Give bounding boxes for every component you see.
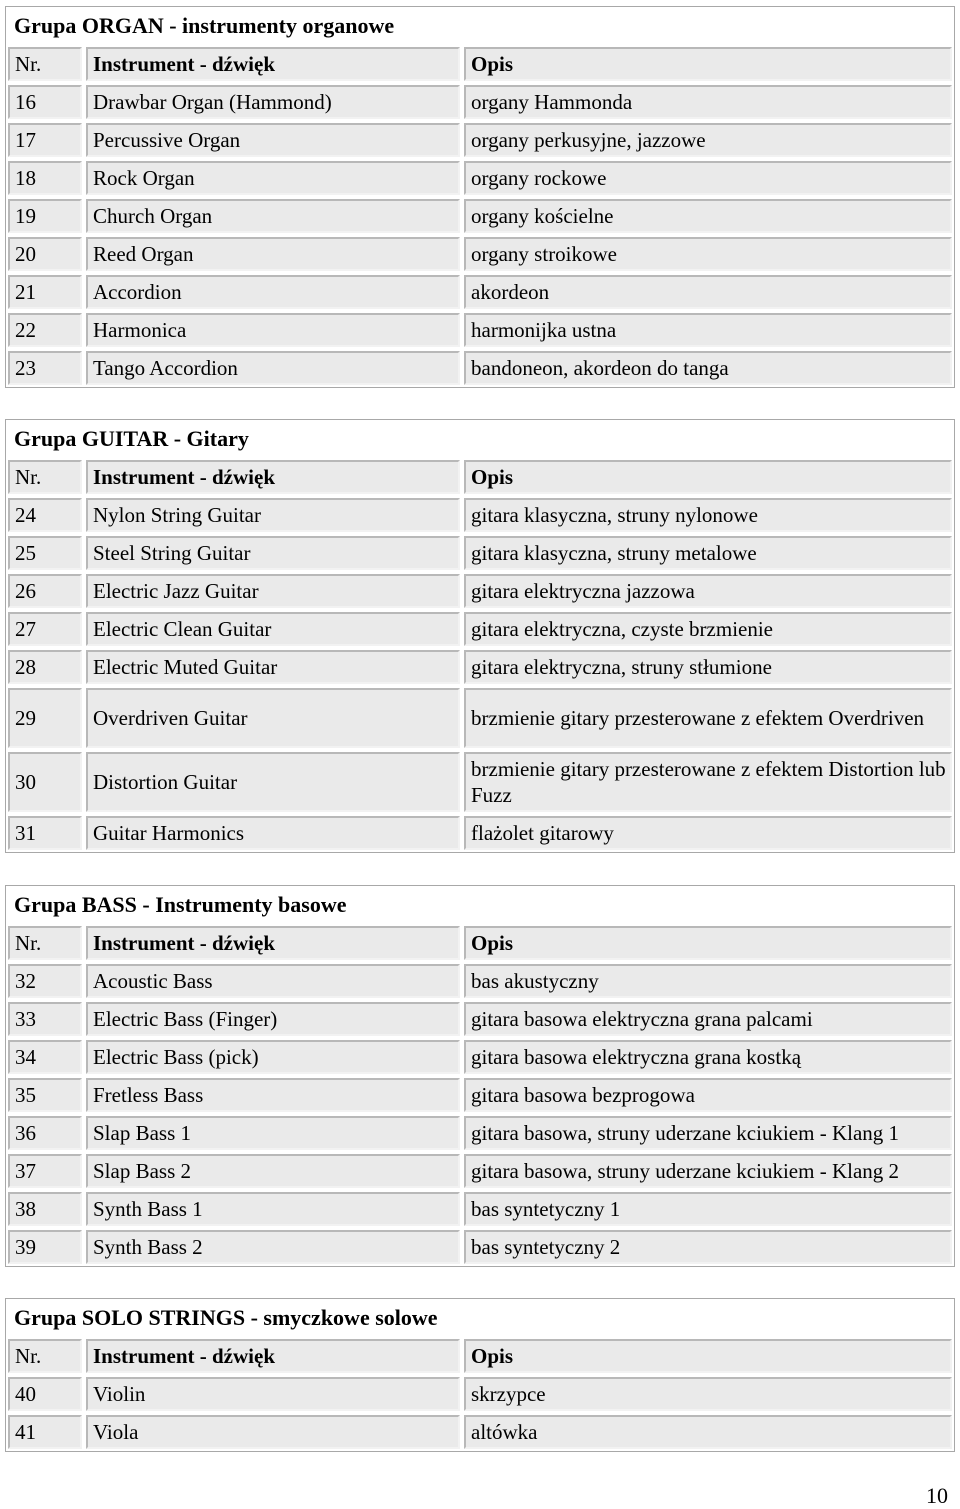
- group-bass-table: [5, 885, 955, 1267]
- table-row: [6, 648, 954, 686]
- cell-instrument: Synth Bass 2: [86, 1230, 460, 1264]
- header-nr: Nr.: [8, 926, 82, 960]
- cell-opis: harmonijka ustna: [464, 313, 952, 347]
- cell-nr: 24: [8, 498, 82, 532]
- cell-instrument: Percussive Organ: [86, 123, 460, 157]
- cell-opis: akordeon: [464, 275, 952, 309]
- group-title: Grupa BASS - Instrumenty basowe: [14, 892, 347, 917]
- cell-nr: 23: [8, 351, 82, 385]
- cell-opis: organy kościelne: [464, 199, 952, 233]
- cell-nr: 32: [8, 964, 82, 998]
- cell-instrument: Tango Accordion: [86, 351, 460, 385]
- cell-nr: 40: [8, 1377, 82, 1411]
- table-row: [6, 1152, 954, 1190]
- table-row: [6, 610, 954, 648]
- table-row: [6, 1000, 954, 1038]
- cell-nr: 19: [8, 199, 82, 233]
- cell-instrument: Violin: [86, 1377, 460, 1411]
- cell-instrument: Slap Bass 2: [86, 1154, 460, 1188]
- cell-instrument: Church Organ: [86, 199, 460, 233]
- cell-opis: gitara elektryczna, czyste brzmienie: [464, 612, 952, 646]
- group-title: Grupa ORGAN - instrumenty organowe: [14, 13, 395, 38]
- group-title: Grupa SOLO STRINGS - smyczkowe solowe: [14, 1305, 438, 1330]
- header-nr: Nr.: [8, 460, 82, 494]
- cell-opis: bandoneon, akordeon do tanga: [464, 351, 952, 385]
- cell-instrument: Electric Bass (Finger): [86, 1002, 460, 1036]
- table-row: [6, 1190, 954, 1228]
- cell-opis: gitara basowa elektryczna grana kostką: [464, 1040, 952, 1074]
- cell-instrument: Viola: [86, 1415, 460, 1449]
- cell-instrument: Electric Jazz Guitar: [86, 574, 460, 608]
- table-row: [6, 814, 954, 852]
- cell-instrument: Nylon String Guitar: [86, 498, 460, 532]
- cell-nr: 17: [8, 123, 82, 157]
- header-opis: Opis: [464, 460, 952, 494]
- table-row: [6, 273, 954, 311]
- table-row: [6, 534, 954, 572]
- header-opis: Opis: [464, 47, 952, 81]
- header-nr: Nr.: [8, 47, 82, 81]
- table-header-row: [6, 1337, 954, 1375]
- cell-opis: flażolet gitarowy: [464, 816, 952, 850]
- cell-nr: 35: [8, 1078, 82, 1112]
- cell-opis: bas syntetyczny 2: [464, 1230, 952, 1264]
- table-row: [6, 235, 954, 273]
- cell-instrument: Electric Bass (pick): [86, 1040, 460, 1074]
- cell-opis: gitara klasyczna, struny metalowe: [464, 536, 952, 570]
- cell-instrument: Accordion: [86, 275, 460, 309]
- cell-opis: gitara basowa bezprogowa: [464, 1078, 952, 1112]
- cell-instrument: Acoustic Bass: [86, 964, 460, 998]
- header-instrument: Instrument - dźwięk: [86, 926, 460, 960]
- cell-nr: 37: [8, 1154, 82, 1188]
- table-row: [6, 159, 954, 197]
- cell-instrument: Rock Organ: [86, 161, 460, 195]
- cell-instrument: Electric Clean Guitar: [86, 612, 460, 646]
- cell-instrument: Slap Bass 1: [86, 1116, 460, 1150]
- cell-opis: brzmienie gitary przesterowane z efektem Distortion lub Fuzz: [464, 752, 952, 812]
- cell-nr: 36: [8, 1116, 82, 1150]
- cell-instrument: Drawbar Organ (Hammond): [86, 85, 460, 119]
- group-guitar-table: [5, 419, 955, 853]
- cell-nr: 29: [8, 688, 82, 748]
- header-instrument: Instrument - dźwięk: [86, 460, 460, 494]
- cell-instrument: Guitar Harmonics: [86, 816, 460, 850]
- cell-nr: 27: [8, 612, 82, 646]
- table-row: [6, 349, 954, 387]
- cell-opis: gitara basowa elektryczna grana palcami: [464, 1002, 952, 1036]
- table-row: [6, 496, 954, 534]
- cell-opis: skrzypce: [464, 1377, 952, 1411]
- cell-nr: 26: [8, 574, 82, 608]
- cell-nr: 16: [8, 85, 82, 119]
- cell-nr: 22: [8, 313, 82, 347]
- cell-nr: 41: [8, 1415, 82, 1449]
- table-header-row: [6, 458, 954, 496]
- cell-instrument: Steel String Guitar: [86, 536, 460, 570]
- table-row: [6, 1038, 954, 1076]
- group-solo-strings-table: [5, 1298, 955, 1452]
- cell-opis: organy Hammonda: [464, 85, 952, 119]
- group-title: Grupa GUITAR - Gitary: [14, 426, 249, 451]
- cell-instrument: Reed Organ: [86, 237, 460, 271]
- cell-instrument: Distortion Guitar: [86, 752, 460, 812]
- cell-instrument: Harmonica: [86, 313, 460, 347]
- cell-opis: gitara basowa, struny uderzane kciukiem - Klang 2: [464, 1154, 952, 1188]
- table-row: [6, 83, 954, 121]
- cell-nr: 39: [8, 1230, 82, 1264]
- table-row: [6, 962, 954, 1000]
- table-row: [6, 1413, 954, 1451]
- table-row: [6, 1228, 954, 1266]
- header-nr: Nr.: [8, 1339, 82, 1373]
- table-row: [6, 572, 954, 610]
- table-header-row: [6, 45, 954, 83]
- cell-nr: 38: [8, 1192, 82, 1226]
- cell-opis: gitara klasyczna, struny nylonowe: [464, 498, 952, 532]
- header-opis: Opis: [464, 926, 952, 960]
- cell-opis: bas syntetyczny 1: [464, 1192, 952, 1226]
- header-instrument: Instrument - dźwięk: [86, 1339, 460, 1373]
- cell-nr: 34: [8, 1040, 82, 1074]
- table-row: [6, 686, 954, 750]
- cell-opis: gitara elektryczna jazzowa: [464, 574, 952, 608]
- cell-nr: 21: [8, 275, 82, 309]
- cell-opis: gitara basowa, struny uderzane kciukiem - Klang 1: [464, 1116, 952, 1150]
- cell-opis: organy stroikowe: [464, 237, 952, 271]
- cell-opis: gitara elektryczna, struny stłumione: [464, 650, 952, 684]
- cell-opis: bas akustyczny: [464, 964, 952, 998]
- cell-opis: organy rockowe: [464, 161, 952, 195]
- table-row: [6, 311, 954, 349]
- cell-opis: brzmienie gitary przesterowane z efektem Overdriven: [464, 688, 952, 748]
- cell-instrument: Synth Bass 1: [86, 1192, 460, 1226]
- table-row: [6, 197, 954, 235]
- table-row: [6, 1114, 954, 1152]
- table-row: [6, 750, 954, 814]
- header-opis: Opis: [464, 1339, 952, 1373]
- cell-nr: 20: [8, 237, 82, 271]
- table-row: [6, 121, 954, 159]
- group-organ-table: [5, 6, 955, 388]
- cell-instrument: Electric Muted Guitar: [86, 650, 460, 684]
- header-instrument: Instrument - dźwięk: [86, 47, 460, 81]
- cell-nr: 33: [8, 1002, 82, 1036]
- cell-instrument: Overdriven Guitar: [86, 688, 460, 748]
- cell-nr: 18: [8, 161, 82, 195]
- table-row: [6, 1076, 954, 1114]
- cell-nr: 25: [8, 536, 82, 570]
- cell-nr: 30: [8, 752, 82, 812]
- cell-nr: 28: [8, 650, 82, 684]
- page-number: 10: [926, 1483, 948, 1508]
- table-row: [6, 1375, 954, 1413]
- cell-opis: altówka: [464, 1415, 952, 1449]
- cell-instrument: Fretless Bass: [86, 1078, 460, 1112]
- cell-opis: organy perkusyjne, jazzowe: [464, 123, 952, 157]
- table-header-row: [6, 924, 954, 962]
- cell-nr: 31: [8, 816, 82, 850]
